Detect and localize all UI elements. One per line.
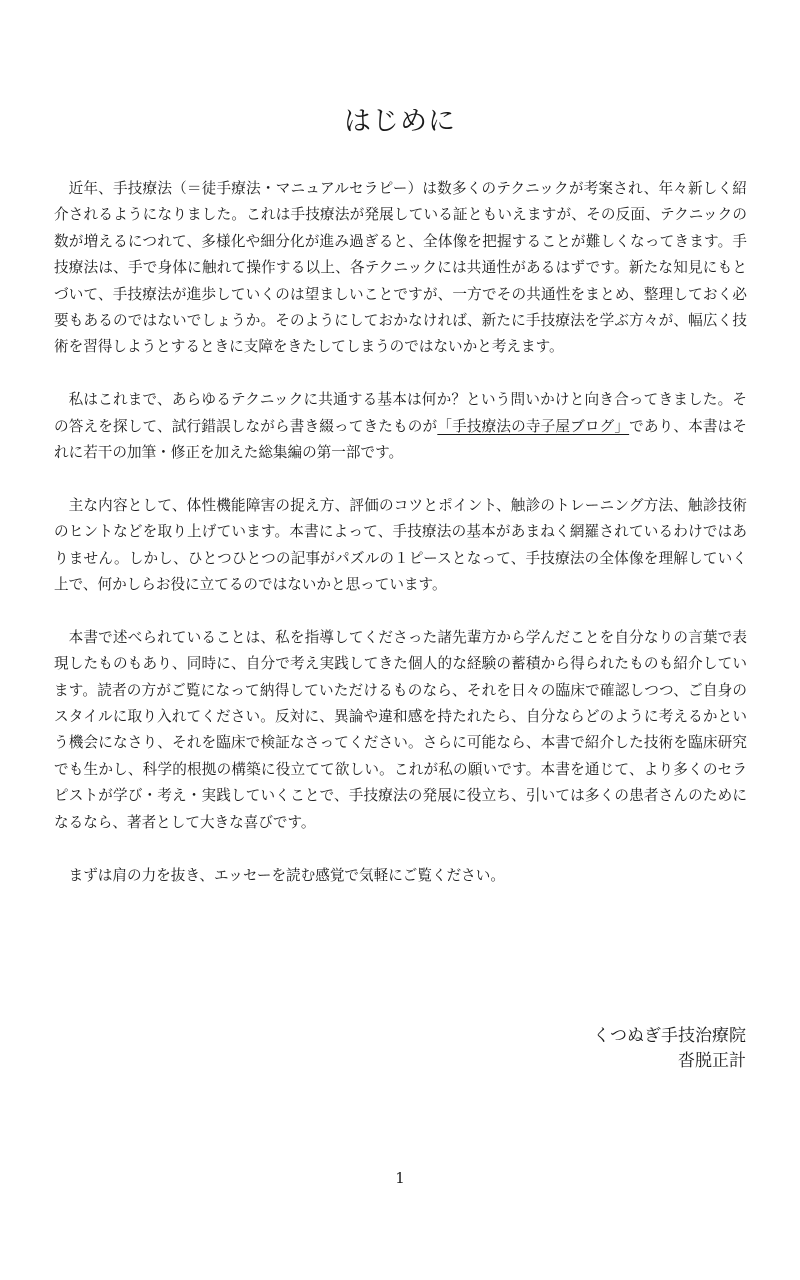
paragraph-1: 近年、手技療法（＝徒手療法・マニュアルセラピー）は数多くのテクニックが考案され、年々新しく紹介されるようになりました。これは手技療法が発展している証ともいえますが、その反面、テクニックの数が増えるにつれて、多様化や細分化が進み過ぎると、全体像を把握することが難しくなってきます。手技療法は、手で身体に触れて操作する以上、各テクニックには共通性があるはずです。新たな知見にもとづいて、手技療法が進歩していくのは望ましいことですが、一方でその共通性をまとめ、整理しておく必要もあるのではないでしょうか。そのようにしておかなければ、新たに手技療法を学ぶ方々が、幅広く技術を習得しようとするときに支障をきたしてしまうのではないかと考えます。 — [54, 180, 747, 356]
paragraph-2-text-before: 私はこれまで、あらゆるテクニックに共通する基本は何か？という問いかけと向き合ってきました。その答えを探して、試行錯誤しながら書き綴ってきたものが — [54, 391, 747, 435]
paragraph-4: 本書で述べられていることは、私を指導してくださった諸先輩方から学んだことを自分なりの言葉で表現したものもあり、同時に、自分で考え実践してきた個人的な経験の蓄積から得られたものも紹介しています。読者の方がご覧になって納得していただけるものなら、それを日々の臨床で確認しつつ、ご自身のスタイルに取り入れてください。反対に、異論や違和感を持たれたら、自分ならどのように考えるかという機会になさり、それを臨床で検証なさってください。さらに可能なら、本書で紹介した技術を臨床研究でも生かし、科学的根拠の構築に役立てて欲しい。これが私の願いです。本書を通じて、より多くのセラピストが学び・考え・実践していくことで、手技療法の発展に役立ち、引いては多くの患者さんのためになるなら、著者として大きな喜びです。 — [54, 628, 747, 831]
signature — [593, 1024, 746, 1074]
blog-link[interactable]: 「手技療法の寺子屋ブログ」 — [437, 417, 630, 435]
paragraph-3: 主な内容として、体性機能障害の捉え方、評価のコツとポイント、触診のトレーニング方法、触診技術のヒントなどを取り上げています。本書によって、手技療法の基本があまねく網羅されているわけではありません。しかし、ひとつひとつの記事がパズルの１ピースとなって、手技療法の全体像を理解していく上で、何かしらお役に立てるのではないかと思っています。 — [54, 496, 747, 594]
paragraph-2 — [54, 387, 747, 466]
author-name: 沓脱正計 — [678, 1051, 746, 1071]
page-title: はじめに — [344, 106, 456, 137]
page-number: 1 — [395, 1169, 405, 1187]
paragraph-2-text-after: であり、本書はそれに若干の加筆・修正を加えた総集編の第一部です。 — [54, 417, 747, 462]
body-text — [54, 176, 747, 915]
clinic-name: くつぬぎ手技治療院 — [593, 1026, 746, 1046]
paragraph-5: まずは肩の力を抜き、エッセーを読む感覚で気軽にご覧ください。 — [68, 866, 505, 884]
